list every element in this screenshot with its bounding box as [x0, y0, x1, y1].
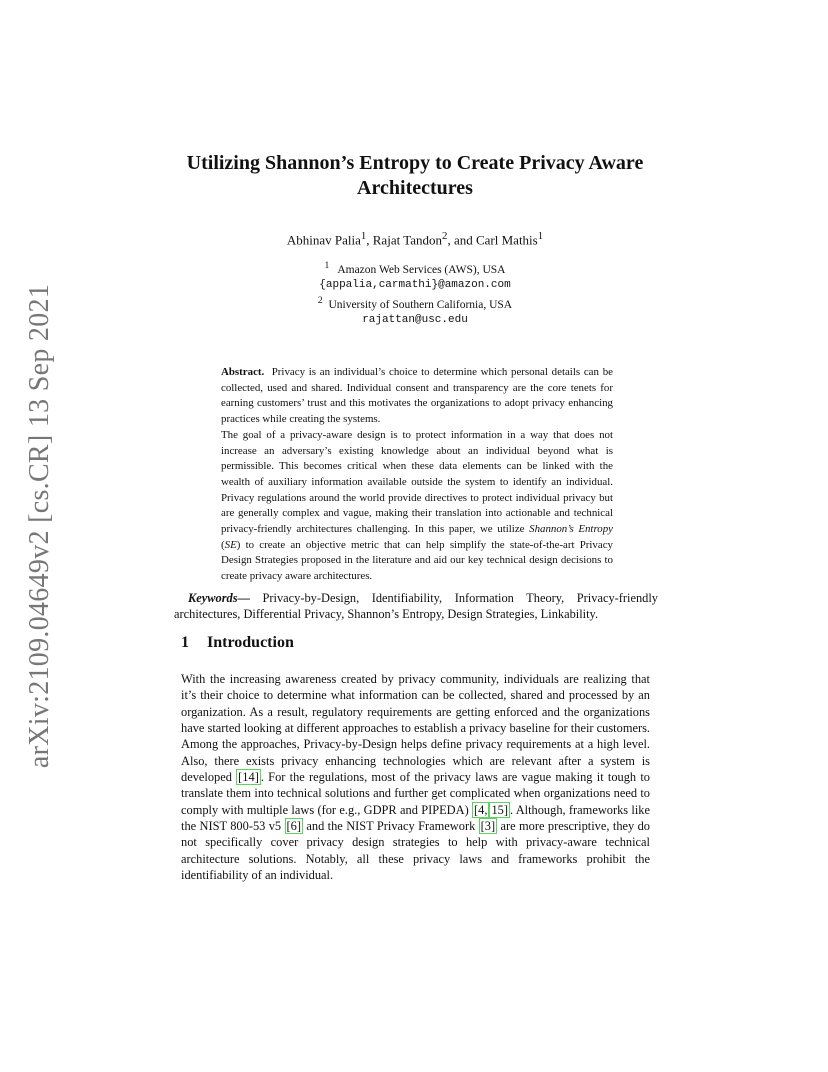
author-name: Rajat Tandon: [372, 232, 443, 248]
abstract-label: Abstract.: [221, 366, 265, 378]
author-affiliation-mark: 1: [360, 230, 367, 242]
section-number: 1: [181, 634, 189, 651]
author-affiliation-mark: 2: [442, 230, 448, 242]
arxiv-identifier-text: arXiv:2109.04649v2 [cs.CR] 13 Sep 2021: [24, 283, 55, 769]
affiliation-mark: 2: [317, 294, 323, 306]
abstract-paragraph: [221, 365, 613, 428]
paper-title: Utilizing Shannon’s Entropy to Create Privacy Aware Architectures: [186, 152, 644, 199]
section-title: Introduction: [207, 634, 294, 651]
abstract-text: ) to create an objective metric that can help simplify the state-of-the-art Privacy Design Strategies proposed in the literature and aid our key technical design decisions to create privacy aware architectures.: [221, 538, 613, 583]
author-name: Abhinav Palia: [286, 232, 361, 248]
affiliation-name: Amazon Web Services (AWS), USA: [337, 263, 506, 276]
citation-link[interactable]: [6]: [286, 819, 301, 834]
keywords: [174, 590, 658, 622]
citation-link[interactable]: [4,: [474, 802, 488, 817]
abstract-paragraph: [221, 428, 613, 585]
affiliation-name: University of Southern California, USA: [328, 298, 513, 311]
author-name: Carl Mathis: [475, 232, 538, 248]
affiliation-1: [200, 258, 630, 278]
author-email: rajattan@usc.edu: [362, 313, 468, 326]
affiliation-block: [200, 258, 630, 328]
body-text: . For the regulations, most of the privacy laws are vague making it tough to translate them into technical solutions and further get complicated when organizations need to comply with multiple laws (for e.g., GDPR and PIPEDA): [181, 770, 651, 817]
section-heading: [181, 634, 481, 652]
citation-link[interactable]: [3]: [480, 819, 496, 834]
body-text: With the increasing awareness created by privacy community, individuals are realizing that it’s their choice to determine what information can be collected, shared and processed by an organization. As a result, regulatory requirements are getting enforced and the organizations have started looking at different approaches to establish a privacy baseline for their customers. Among the approaches, Privacy-by-Design helps define privacy requirements at a high level. Also, there exists privacy enhancing technologies which are relevant after a system is developed: [181, 672, 650, 785]
affiliation-2: [200, 293, 630, 313]
citation-link[interactable]: [14]: [238, 770, 259, 785]
author-email: {appalia,carmathi}@amazon.com: [319, 278, 511, 291]
author-conjunction: and: [453, 232, 476, 248]
abstract-emphasis: SE: [224, 538, 237, 551]
citation-link[interactable]: 15]: [491, 802, 508, 817]
keywords-text: Privacy-by-Design, Identifiability, Information Theory, Privacy-friendly architectures, Differential Privacy, Shannon’s Entropy, Design Strategies, Linkability.: [174, 591, 658, 621]
introduction-paragraph: [181, 671, 650, 883]
abstract-text: The goal of a privacy-aware design is to protect information in a way that does not increase an adversary’s existing knowledge about an individual beyond what is permissible. This becomes critical when these data elements can be linked with the wealth of auxiliary information available outside the system to identify an individual. Privacy regulations around the world provide directives to protect individual privacy but are generally complex and vague, making their translation into actionable and technical privacy-friendly architectures challenging. In this paper, we utilize: [221, 428, 613, 536]
body-text: . Although, frameworks like the NIST 800-53 v5: [181, 802, 650, 834]
abstract-text: (: [221, 538, 225, 551]
body-text: and the NIST Privacy Framework: [302, 819, 479, 834]
abstract: [221, 365, 613, 585]
author-list: Abhinav Palia$^1$, Rajat Tandon$^2$, and Carl Mathis$^1$: [286, 230, 544, 248]
abstract-text: Privacy is an individual’s choice to determine which personal details can be collected, used and shared. Individual consent and transparency are the core tenets for earning customers’ trust and this motivates the organizations to adopt privacy enhancing practices while creating the systems.: [221, 366, 613, 426]
keywords-label: Keywords—: [188, 591, 250, 605]
author-affiliation-mark: 1: [537, 230, 544, 242]
body-text: are more prescriptive, they do not specifically cover privacy design strategies to help with privacy-aware technical architecture solutions. Notably, all these privacy laws and frameworks prohibit the identifiability of an individual.: [181, 819, 650, 883]
affiliation-mark: 1: [324, 260, 330, 271]
abstract-emphasis: Shannon’s Entropy: [529, 523, 614, 536]
introduction-body: [181, 671, 650, 883]
